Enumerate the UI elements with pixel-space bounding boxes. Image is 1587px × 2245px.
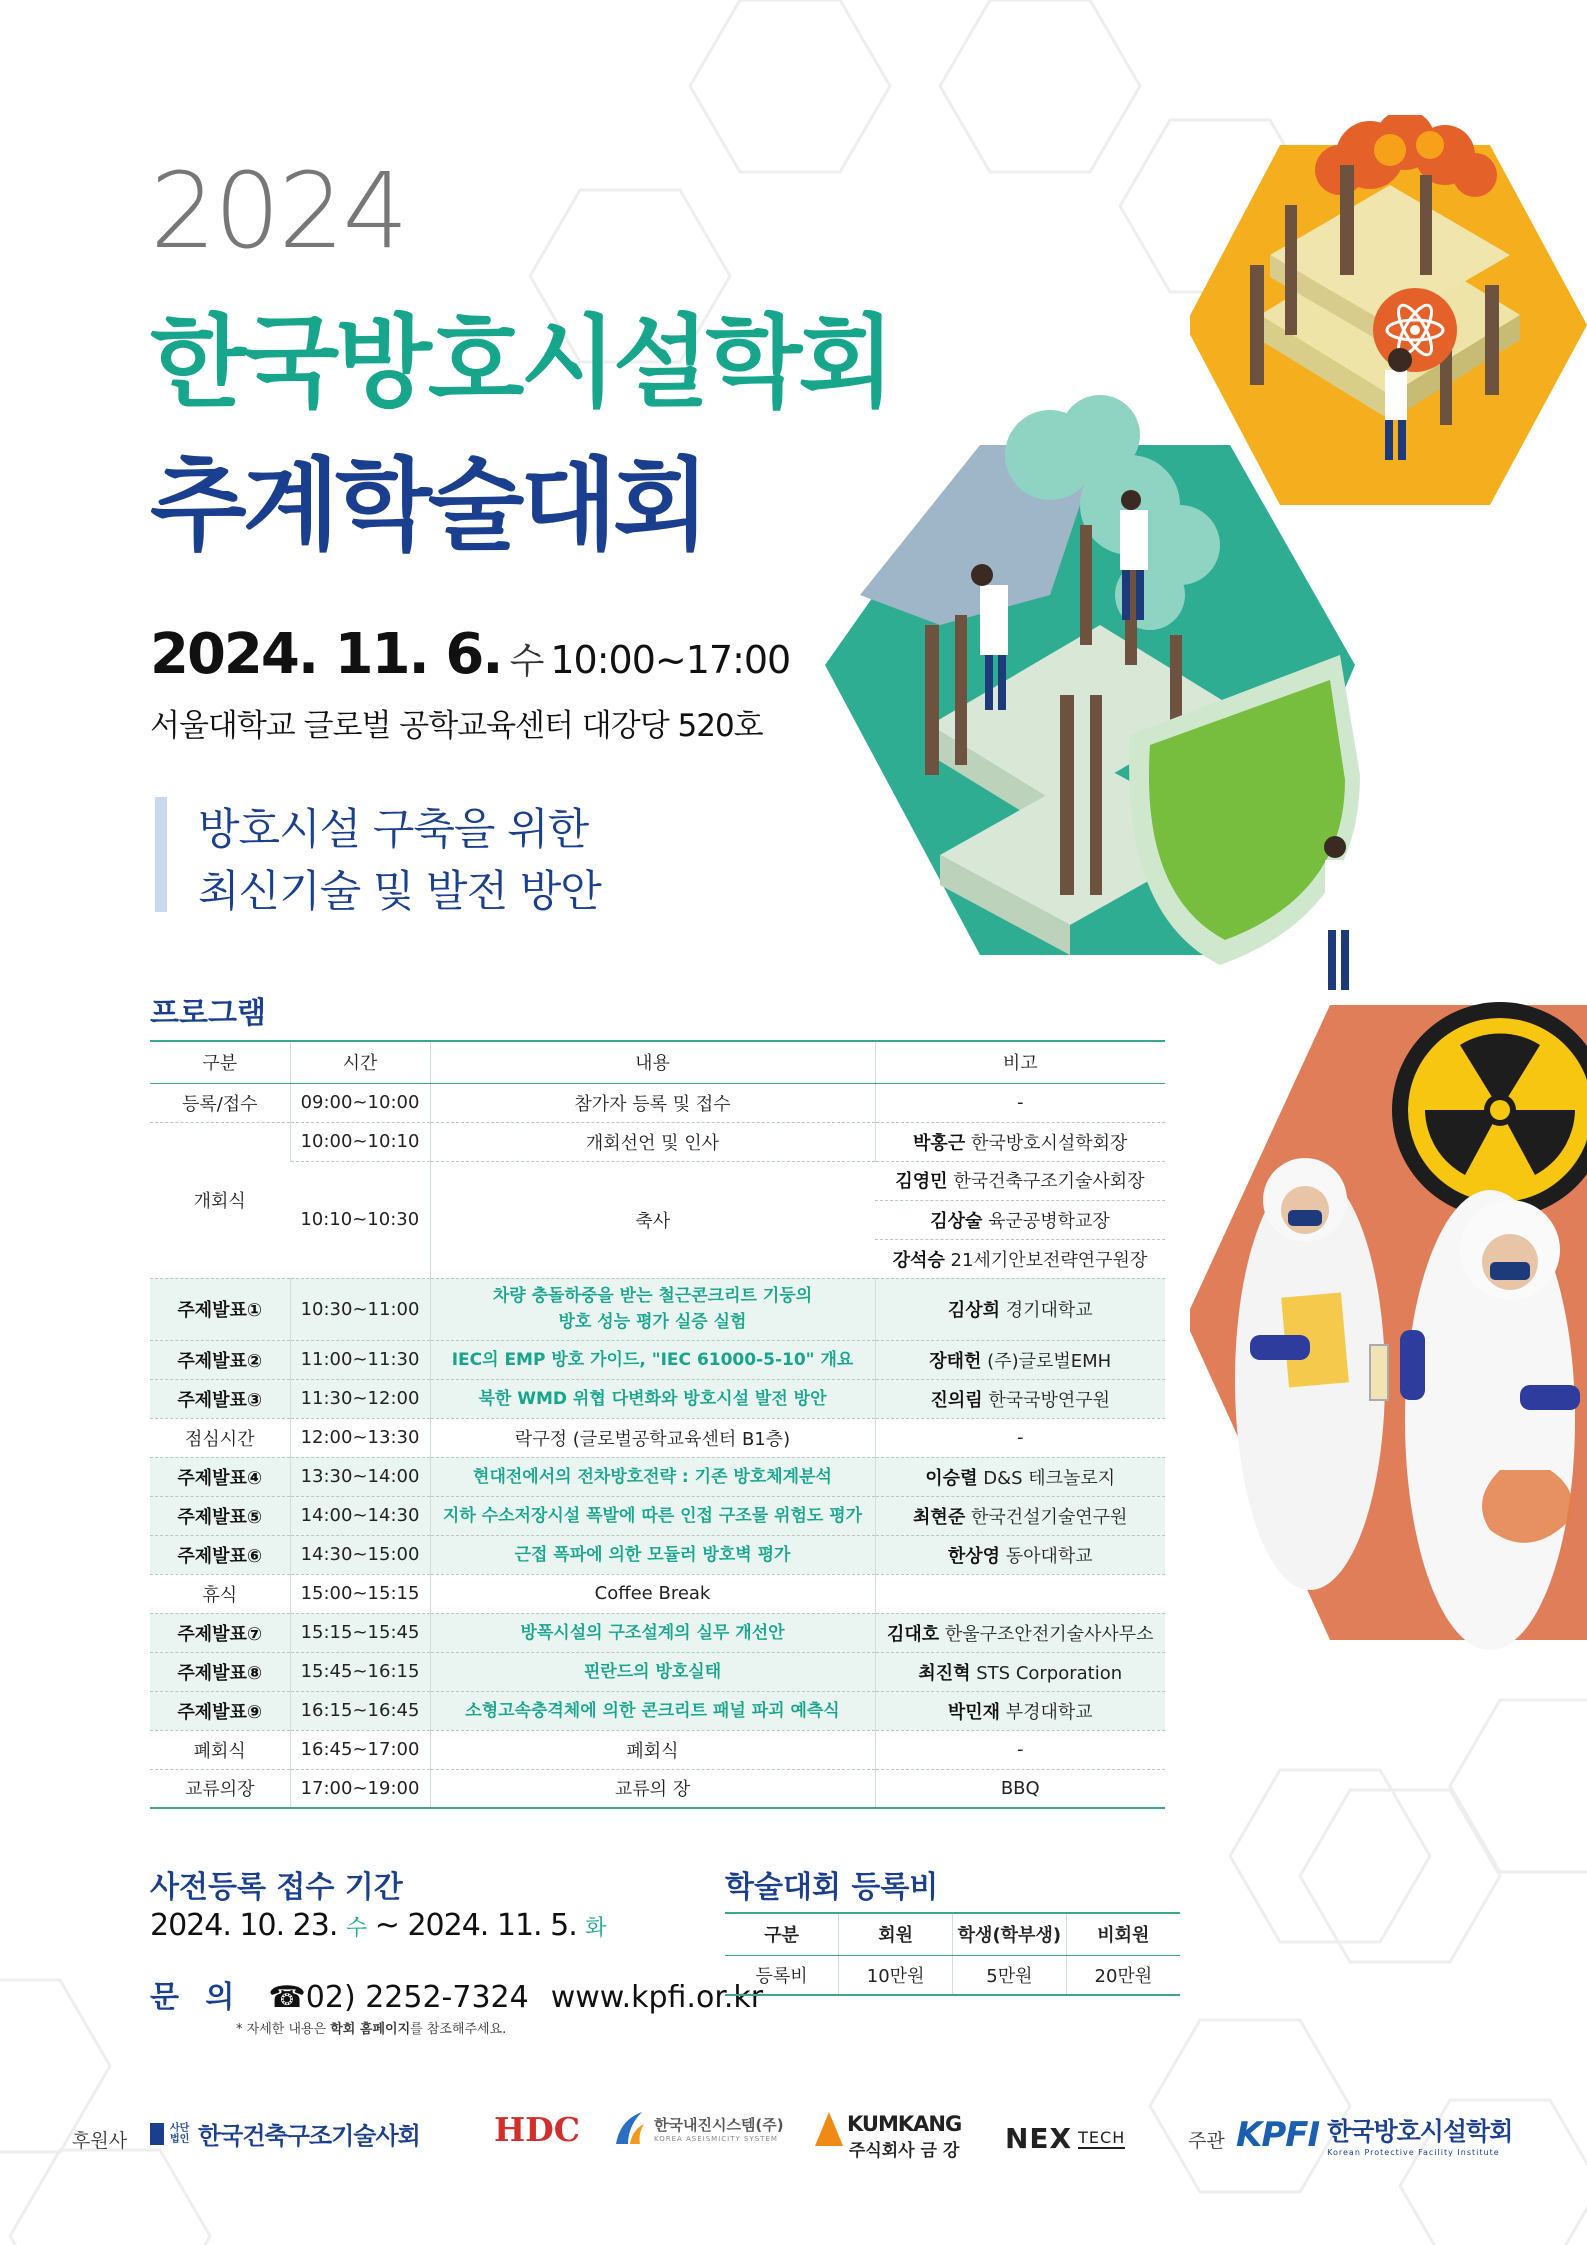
program-col-category: 구분 xyxy=(150,1041,290,1083)
note-org: 한국건축구조기술사회장 xyxy=(953,1171,1145,1193)
note-org: D&S 테크놀로지 xyxy=(983,1467,1116,1489)
row-content: Coffee Break xyxy=(430,1574,875,1613)
row-content: 방폭시설의 구조설계의 실무 개선안 xyxy=(430,1613,875,1652)
row-note: - xyxy=(875,1418,1165,1457)
contact-footnote xyxy=(236,2018,506,2037)
table-row xyxy=(150,1278,1165,1340)
fee-cell: 등록비 xyxy=(725,1955,839,1995)
row-category: 점심시간 xyxy=(150,1418,290,1457)
row-content: 핀란드의 방호실태 xyxy=(430,1652,875,1691)
event-venue: 서울대학교 글로벌 공학교육센터 대강당 520호 xyxy=(150,708,763,744)
table-row xyxy=(150,1418,1165,1457)
row-content: 개회선언 및 인사 xyxy=(430,1122,875,1161)
row-note xyxy=(875,1496,1165,1535)
hazmat-scientists-illustration xyxy=(1190,1000,1587,1680)
fee-col-category: 구분 xyxy=(725,1913,839,1955)
row-time: 11:00~11:30 xyxy=(290,1340,430,1379)
note-org: 동아대학교 xyxy=(1005,1545,1093,1567)
kse-name: 한국건축구조기술사회 xyxy=(198,2122,420,2150)
row-category: 주제발표③ xyxy=(150,1379,290,1418)
row-note: BBQ xyxy=(875,1769,1165,1808)
row-content xyxy=(430,1278,875,1340)
contact-phone: ☎02) 2252-7324 xyxy=(268,1980,529,2015)
row-note xyxy=(875,1239,1165,1278)
kas-logo-icon xyxy=(612,2110,646,2146)
fee-table xyxy=(725,1912,1180,1996)
note-name: 김상술 xyxy=(930,1210,983,1232)
registration-start: 2024. 10. 23. xyxy=(150,1908,338,1943)
kpfi-sub: Korean Protective Facility Institute xyxy=(1327,2148,1500,2157)
kse-logo-mark xyxy=(150,2123,164,2145)
program-col-content: 내용 xyxy=(430,1041,875,1083)
note-org: STS Corporation xyxy=(976,1662,1123,1684)
registration-end: 2024. 11. 5. xyxy=(407,1908,577,1943)
row-note: - xyxy=(875,1730,1165,1769)
row-time: 15:15~15:45 xyxy=(290,1613,430,1652)
fee-cell: 5만원 xyxy=(953,1955,1067,1995)
note-org: 육군공병학교장 xyxy=(988,1210,1110,1232)
kse-badge: 사단법인 xyxy=(170,2122,190,2145)
program-header-row xyxy=(150,1041,1165,1083)
sponsor-logo-nextech xyxy=(1005,2122,1125,2155)
event-date: 2024. 11. 6. xyxy=(150,622,502,687)
row-note xyxy=(875,1613,1165,1652)
note-name: 이승렬 xyxy=(925,1467,978,1489)
program-heading: 프로그램 xyxy=(150,996,266,1031)
registration-sep: ~ xyxy=(374,1908,399,1943)
table-row xyxy=(150,1122,1165,1161)
fee-cell: 20만원 xyxy=(1066,1955,1180,1995)
row-time: 11:30~12:00 xyxy=(290,1379,430,1418)
row-time: 10:30~11:00 xyxy=(290,1278,430,1340)
row-content: IEC의 EMP 방호 가이드, "IEC 61000-5-10" 개요 xyxy=(430,1340,875,1379)
table-row xyxy=(150,1574,1165,1613)
row-category: 등록/접수 xyxy=(150,1083,290,1122)
row-time: 17:00~19:00 xyxy=(290,1769,430,1808)
fee-cell: 10만원 xyxy=(839,1955,953,1995)
nextech-sub: TECH xyxy=(1078,2128,1126,2147)
kas-name: 한국내진시스템(주) xyxy=(654,2115,784,2134)
row-category: 주제발표⑥ xyxy=(150,1535,290,1574)
row-content: 소형고속충격체에 의한 콘크리트 패널 파괴 예측식 xyxy=(430,1691,875,1730)
row-time: 15:45~16:15 xyxy=(290,1652,430,1691)
subtitle-line2: 최신기술 및 발전 방안 xyxy=(198,867,601,917)
note-name: 김대호 xyxy=(886,1623,940,1645)
row-content: 현대전에서의 전차방호전략 : 기존 방호체계분석 xyxy=(430,1457,875,1496)
note-name: 박홍근 xyxy=(913,1132,966,1154)
row-time: 13:30~14:00 xyxy=(290,1457,430,1496)
sponsor-logo-kumkang xyxy=(815,2112,961,2161)
kpfi-abbr: KPFI xyxy=(1236,2114,1320,2155)
row-category: 주제발표② xyxy=(150,1340,290,1379)
note-name: 김영민 xyxy=(895,1171,948,1193)
table-row xyxy=(150,1083,1165,1122)
note-name: 최현준 xyxy=(913,1506,966,1528)
row-category: 주제발표⑨ xyxy=(150,1691,290,1730)
row-note xyxy=(875,1161,1165,1200)
fee-col-nonmember: 비회원 xyxy=(1066,1913,1180,1955)
footnote-prefix: * 자세한 내용은 xyxy=(236,2022,331,2037)
row-time: 14:30~15:00 xyxy=(290,1535,430,1574)
title-conference: 추계학술대회 xyxy=(150,447,706,564)
row-note xyxy=(875,1200,1165,1239)
fee-row xyxy=(725,1955,1180,1995)
table-row xyxy=(150,1652,1165,1691)
sponsor-logo-kas xyxy=(612,2110,784,2146)
nextech-name: NEX xyxy=(1005,2122,1073,2155)
kumkang-sub: 주식회사 금 강 xyxy=(848,2141,960,2161)
row-note xyxy=(875,1278,1165,1340)
table-row xyxy=(150,1691,1165,1730)
row-content-line2: 방호 성능 평가 실증 실험 xyxy=(558,1312,747,1332)
program-table xyxy=(150,1040,1165,1809)
contact-info xyxy=(150,1972,763,2016)
row-time: 16:45~17:00 xyxy=(290,1730,430,1769)
fee-col-member: 회원 xyxy=(839,1913,953,1955)
sponsor-logo-hdc: HDC xyxy=(494,2110,581,2149)
program-col-note: 비고 xyxy=(875,1041,1165,1083)
fee-heading: 학술대회 등록비 xyxy=(725,1870,939,1905)
row-content: 폐회식 xyxy=(430,1730,875,1769)
program-col-time: 시간 xyxy=(290,1041,430,1083)
event-datetime xyxy=(150,622,790,687)
note-name: 박민재 xyxy=(947,1701,1000,1723)
row-note xyxy=(875,1652,1165,1691)
registration-heading: 사전등록 접수 기간 xyxy=(150,1870,403,1905)
row-note xyxy=(875,1340,1165,1379)
note-name: 최진혁 xyxy=(918,1662,971,1684)
row-note xyxy=(875,1691,1165,1730)
contact-website-link[interactable]: www.kpfi.or.kr xyxy=(550,1980,764,2015)
registration-end-day: 화 xyxy=(585,1916,606,1941)
row-category: 주제발표⑤ xyxy=(150,1496,290,1535)
row-category: 교류의장 xyxy=(150,1769,290,1808)
row-content: 락구정 (글로벌공학교육센터 B1층) xyxy=(430,1418,875,1457)
table-row xyxy=(150,1730,1165,1769)
table-row xyxy=(150,1379,1165,1418)
row-category: 폐회식 xyxy=(150,1730,290,1769)
row-content-line1: 차량 충돌하중을 받는 철근콘크리트 기둥의 xyxy=(492,1286,813,1306)
note-org: 한국방호시설학회장 xyxy=(970,1132,1128,1154)
registration-period xyxy=(150,1908,606,1943)
row-category: 휴식 xyxy=(150,1574,290,1613)
sponsor-label: 후원사 xyxy=(72,2130,128,2152)
contact-label: 문 의 xyxy=(150,1980,243,2015)
note-name: 강석승 xyxy=(892,1249,945,1271)
note-name: 한상영 xyxy=(947,1545,1000,1567)
row-time: 14:00~14:30 xyxy=(290,1496,430,1535)
table-row xyxy=(150,1496,1165,1535)
row-content: 축사 xyxy=(430,1161,875,1278)
host-logo-kpfi xyxy=(1236,2112,1512,2157)
row-time: 10:00~10:10 xyxy=(290,1122,430,1161)
row-note xyxy=(875,1457,1165,1496)
fee-col-student: 학생(학부생) xyxy=(953,1913,1067,1955)
row-content: 근접 폭파에 의한 모듈러 방호벽 평가 xyxy=(430,1535,875,1574)
row-time: 12:00~13:30 xyxy=(290,1418,430,1457)
row-note xyxy=(875,1574,1165,1613)
row-content: 참가자 등록 및 접수 xyxy=(430,1083,875,1122)
row-category: 주제발표⑦ xyxy=(150,1613,290,1652)
note-name: 김상희 xyxy=(947,1300,1000,1321)
row-content: 교류의 장 xyxy=(430,1769,875,1808)
title-society-name: 한국방호시설학회 xyxy=(150,304,891,421)
footnote-homepage: 학회 홈페이지 xyxy=(330,2022,411,2037)
row-time: 10:10~10:30 xyxy=(290,1161,430,1278)
note-org: 한울구조안전기술사사무소 xyxy=(944,1623,1154,1645)
row-note xyxy=(875,1379,1165,1418)
row-category: 주제발표④ xyxy=(150,1457,290,1496)
kumkang-logo-icon xyxy=(815,2112,843,2146)
row-content: 지하 수소저장시설 폭발에 따른 인접 구조물 위험도 평가 xyxy=(430,1496,875,1535)
sponsor-logo-kse xyxy=(150,2116,420,2151)
row-time: 09:00~10:00 xyxy=(290,1083,430,1122)
kpfi-name: 한국방호시설학회 xyxy=(1327,2117,1513,2146)
table-row xyxy=(150,1535,1165,1574)
host-label: 주관 xyxy=(1188,2130,1225,2152)
event-time: 10:00~17:00 xyxy=(550,638,791,682)
row-content: 북한 WMD 위협 다변화와 방호시설 발전 방안 xyxy=(430,1379,875,1418)
fee-header-row xyxy=(725,1913,1180,1955)
event-day: 수 xyxy=(509,641,545,682)
subtitle-accent-bar xyxy=(155,797,167,912)
table-row xyxy=(150,1613,1165,1652)
note-org: 한국건설기술연구원 xyxy=(970,1506,1128,1528)
row-category: 개회식 xyxy=(150,1122,290,1278)
note-org: 한국국방연구원 xyxy=(988,1389,1111,1411)
note-org: 부경대학교 xyxy=(1005,1701,1093,1723)
row-time: 15:00~15:15 xyxy=(290,1574,430,1613)
table-row xyxy=(150,1340,1165,1379)
row-category: 주제발표① xyxy=(150,1278,290,1340)
row-note: - xyxy=(875,1083,1165,1122)
event-year: 2024 xyxy=(150,150,407,272)
row-time: 16:15~16:45 xyxy=(290,1691,430,1730)
registration-start-day: 수 xyxy=(345,1916,367,1941)
row-category: 주제발표⑧ xyxy=(150,1652,290,1691)
note-org: (주)글로벌EMH xyxy=(987,1350,1112,1372)
note-org: 21세기안보전략연구원장 xyxy=(950,1249,1148,1271)
teal-hex-shield-illustration xyxy=(800,395,1400,995)
kumkang-name: KUMKANG xyxy=(847,2112,962,2136)
table-row xyxy=(150,1457,1165,1496)
note-name: 진의림 xyxy=(930,1389,983,1411)
note-org: 경기대학교 xyxy=(1005,1300,1093,1321)
footnote-suffix: 를 참조해주세요. xyxy=(410,2022,507,2037)
row-note xyxy=(875,1535,1165,1574)
subtitle-line1: 방호시설 구축을 위한 xyxy=(198,805,589,855)
kas-sub: KOREA ASEISMICITY SYSTEM xyxy=(654,2134,778,2143)
row-note xyxy=(875,1122,1165,1161)
table-row xyxy=(150,1769,1165,1808)
note-name: 장태헌 xyxy=(929,1350,982,1372)
